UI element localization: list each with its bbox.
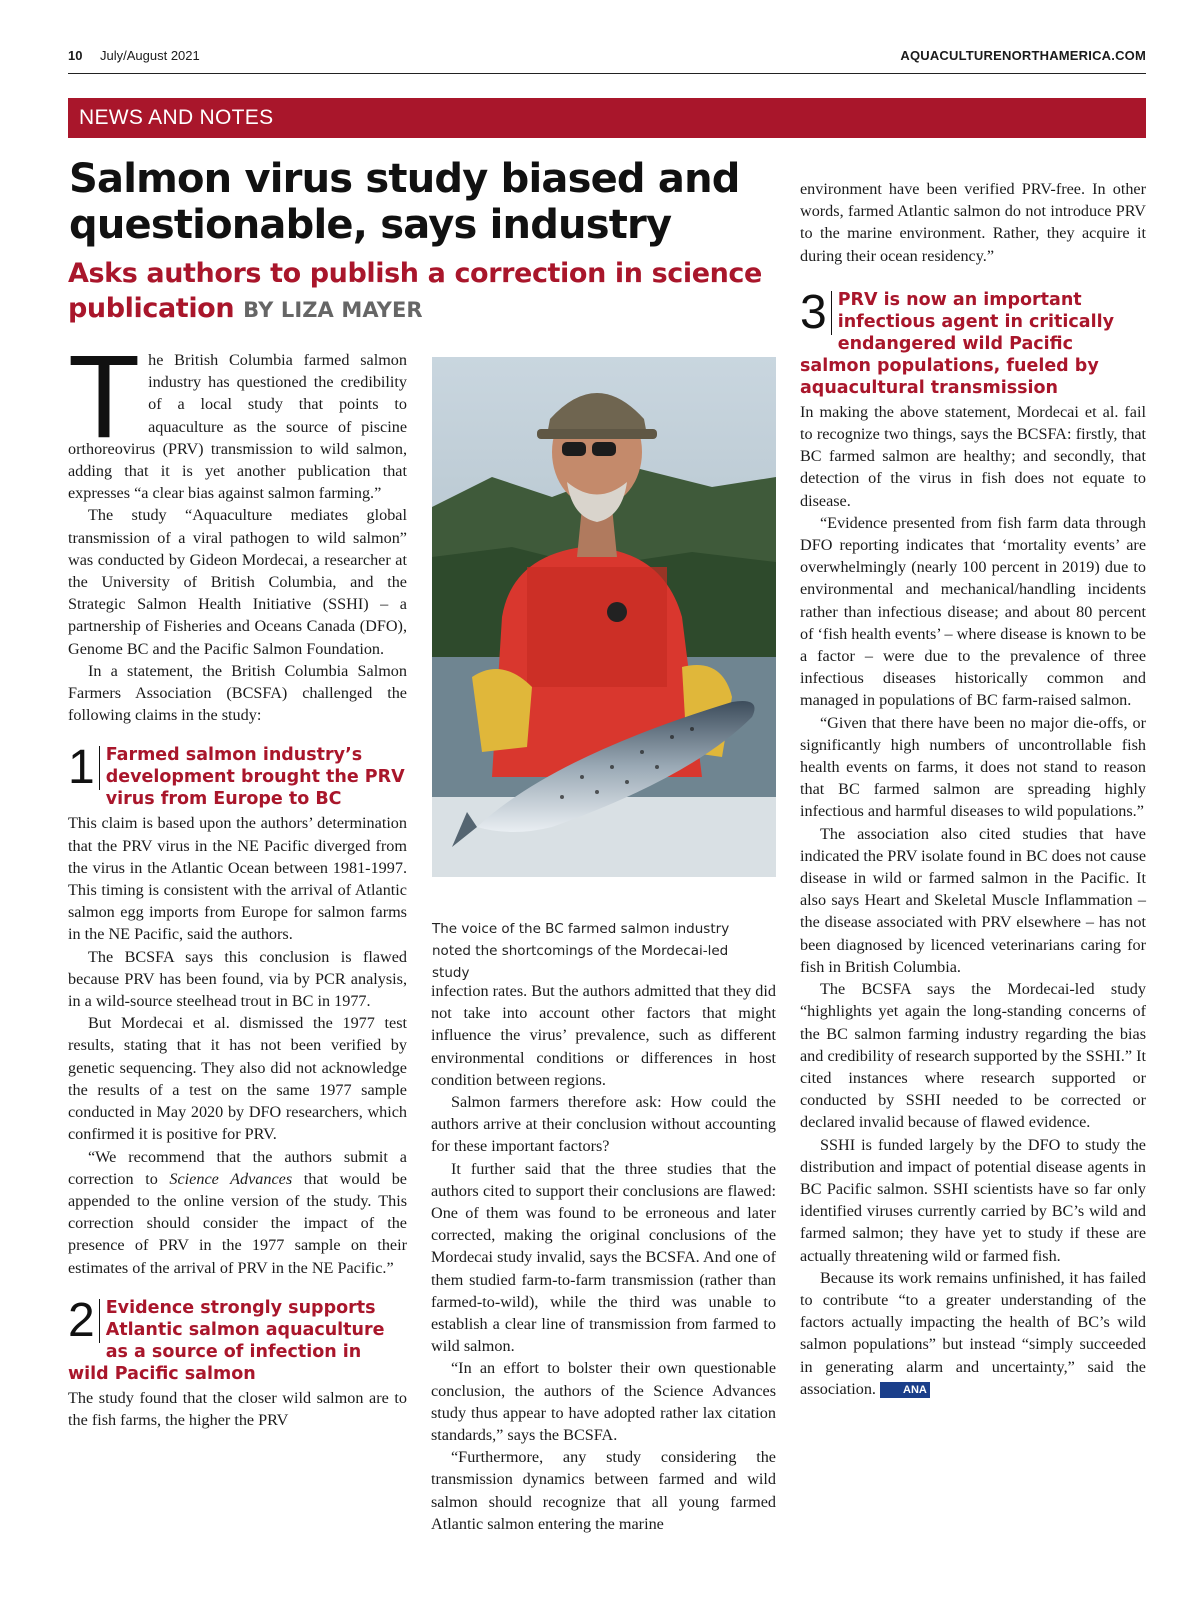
site-url: AQUACULTURENORTHAMERICA.COM [900,48,1146,63]
text-run: Because its work remains unfinished, it has failed to contribute “to a greater understanding of the factors actually impacting the health of BC’s wild salmon populations” but instead “simply succeeded in generating alarm and uncertainty,” said the association. [800,1268,1146,1398]
paragraph: The BCSFA says the Mordecai-led study “highlights yet again the long-standing concerns of the BC salmon farming industry regarding the bias and credibility of research supported by the SSHI.” It cited instances where research supported or conducted by SSHI needed to be corrected or declared invalid because of flawed evidence. [800,980,1146,1132]
claim-number: 3 [800,291,832,335]
paragraph: But Mordecai et al. dismissed the 1977 test results, stating that it has not been verified by genetic sequencing. They also did not acknowledge the results of a test on the same 1977 sample conducted in May 2020 by DFO researchers, which confirmed it is positive for PRV. [68,1014,407,1144]
subhead-text: Asks authors to publish a correction in science publication [68,258,762,324]
article-column-2 [431,980,776,1535]
end-mark-logo: ANA [880,1382,930,1398]
headline-bold: Salmon virus study [69,156,488,202]
lead-text: he British Columbia farmed salmon industry has questioned the credibility of a local study that points to aquaculture as the source of piscine orthoreovirus (PRV) transmission to wild salmon, adding that it is yet another publication that expresses “a clear bias against salmon farming.” [68,351,407,503]
paragraph: “Furthermore, any study considering the transmission dynamics between farmed and wild salmon should recognize that all young farmed Atlantic salmon entering the marine [431,1448,776,1533]
paragraph: It further said that the three studies that the authors cited to support their conclusions are flawed: One of them was found to be erroneous and later corrected, making the original conclusions of the Mordecai study invalid, says the BCSFA. And one of them studied farm-to-farm transmission (rather than farmed-to-wild), while the third was unable to establish a clear line of transmission from farmed to wild salmon. [431,1159,776,1356]
salmon-farmer-photo [432,357,776,877]
page-header [68,44,1146,74]
subheadline [68,256,768,328]
section-banner [68,98,1146,138]
paragraph: The association also cited studies that have indicated the PRV isolate found in BC does not cause disease in wild or farmed salmon in the Pacific. It also says Heart and Skeletal Muscle Inflammation – the disease associated with PRV elsewhere – has not been diagnosed by licenced veterinarians caring for fish in British Columbia. [800,824,1146,976]
photo-caption: The voice of the BC farmed salmon industry noted the shortcomings of the Mordecai-led study [432,921,730,981]
claim-text: PRV is now an important infectious agent in critically endangered wild Pacific salmon populations, fueled by aquacultural transmission [800,289,1114,398]
journal-title: Science Advances [169,1169,293,1188]
headline [69,156,749,248]
claim-number: 1 [68,746,100,790]
paragraph: In a statement, the British Columbia Salmon Farmers Association (BCSFA) challenged the following claims in the study: [68,661,407,725]
section-label: NEWS AND NOTES [79,106,274,129]
paragraph: This claim is based upon the authors’ determination that the PRV virus in the NE Pacific diverged from the virus in the Atlantic Ocean between 1981-1997. This timing is consistent with the arrival of Atlantic salmon egg imports from Europe for salmon farms in the NE Pacific, said the authors. [68,814,407,944]
paragraph: “Given that there have been no major die-offs, or significantly high numbers of uncontrollable fish health events on farms, it does not stand to reason that BC farmed salmon are spreading highly infectious and harmful diseases to wild populations.” [800,713,1146,821]
paragraph: In making the above statement, Mordecai et al. fail to recognize two things, says the BCSFA: firstly, that BC farmed salmon are healthy; and secondly, that detection of the virus in fish does not equate to disease. [800,402,1146,510]
paragraph [68,1146,407,1279]
page-number: 10 [68,48,83,63]
claim-heading-1 [68,741,407,810]
claim-heading-2 [68,1293,407,1385]
claim-text: Evidence strongly supports Atlantic salmon aquaculture as a source of infection in wild Pacific salmon [68,1297,385,1384]
article-column-1 [68,331,407,1431]
paragraph [800,1267,1146,1400]
lead-paragraph [68,331,407,504]
paragraph: The study “Aquaculture mediates global transmission of a viral pathogen to wild salmon” was conducted by Gideon Mordecai, a researcher at the University of British Columbia, and the Strategic Salmon Health Initiative (SSHI) – a partnership of Fisheries and Oceans Canada (DFO), Genome BC and the Pacific Salmon Foundation. [68,506,407,658]
text-run: “We recommend that the authors submit a correction to [68,1147,407,1188]
paragraph: “Evidence presented from fish farm data through DFO reporting indicates that ‘mortality events’ are overwhelmingly (nearly 100 percent in 2019) due to environmental and mechanical/handling incidents rather than infectious disease; and about 80 percent of ‘fish health events’ – where disease is known to be a factor – were due to the prevalence of three infectious diseases historically common and managed in populations of BC farm-raised salmon. [800,513,1146,710]
paragraph: environment have been verified PRV-free. In other words, farmed Atlantic salmon do not introduce PRV to the marine environment. Rather, they acquire it during their ocean residency.” [800,180,1146,265]
paragraph: The BCSFA says this conclusion is flawed because PRV has been found, via by PCR analysis, in a wild-source steelhead trout in BC in 1977. [68,947,407,1011]
paragraph: The study found that the closer wild salmon are to the fish farms, the higher the PRV [68,1388,407,1429]
text-run: that would be appended to the online version of the study. This correction should consider the impact of the presence of PRV in the 1977 sample on their estimates of the arrival of PRV in the NE Pacific.” [68,1169,407,1277]
byline: BY LIZA MAYER [243,298,423,322]
paragraph: “In an effort to bolster their own questionable conclusion, the authors of the Science Advances study thus appear to have adopted rather lax citation standards,” says the BCSFA. [431,1359,776,1445]
claim-heading-3 [800,285,1146,399]
claim-number: 2 [68,1299,100,1343]
headline-rest: biased and questionable, says industry [69,156,740,248]
drop-cap: T [68,331,141,463]
article-column-3 [800,178,1146,1400]
issue-date: July/August 2021 [100,48,200,63]
paragraph: infection rates. But the authors admitted that they did not take into account other factors that might influence the virus’ prevalence, such as different environmental conditions or differences in host condition between regions. [431,982,776,1089]
paragraph: Salmon farmers therefore ask: How could the authors arrive at their conclusion without accounting for these important factors? [431,1093,776,1156]
claim-text: Farmed salmon industry’s development brought the PRV virus from Europe to BC [105,745,405,810]
paragraph: SSHI is funded largely by the DFO to study the distribution and impact of potential disease agents in BC Pacific salmon. SSHI scientists have so far only identified viruses currently carried by BC’s wild and farmed salmon; they have yet to study if these are actually threatening wild or farmed fish. [800,1135,1146,1265]
